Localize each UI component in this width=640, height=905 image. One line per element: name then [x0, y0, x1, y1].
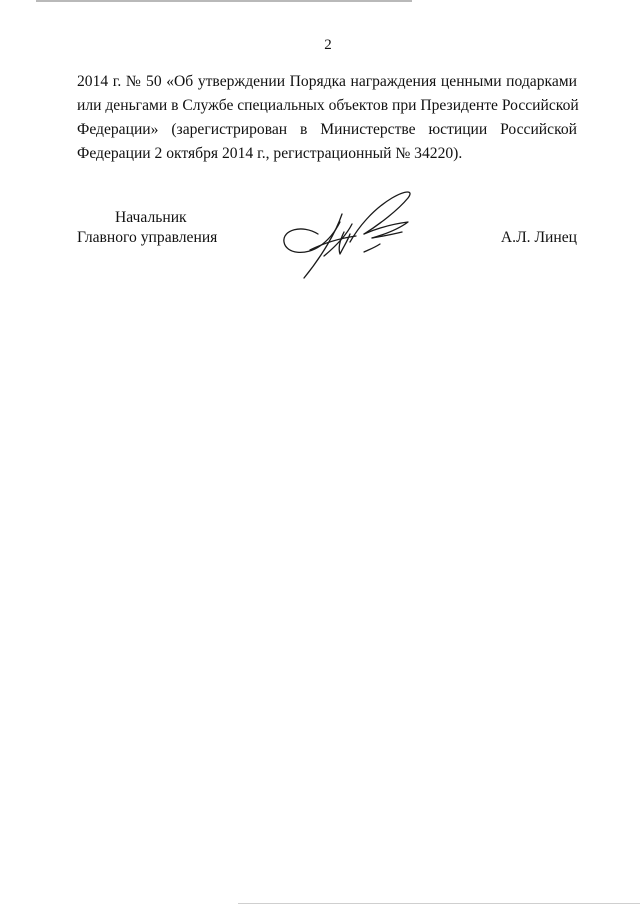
- scan-top-edge: [36, 0, 412, 2]
- signer-position: [77, 208, 217, 248]
- signer-name: А.Л. Линец: [500, 229, 577, 246]
- paragraph-line: Федерации 2 октября 2014 г., регистрационный № 34220).: [77, 145, 463, 162]
- scan-bottom-edge: [238, 903, 640, 904]
- signer-position-line-2: Главного управления: [77, 229, 218, 246]
- paragraph-line: 2014 г. № 50 «Об утверждении Порядка награждения ценными подарками: [77, 73, 577, 90]
- body-paragraph: [77, 70, 577, 166]
- page-number: 2: [324, 37, 332, 53]
- paragraph-line: Федерации» (зарегистрирован в Министерстве юстиции Российской: [77, 121, 577, 138]
- signer-position-line-1: Начальник: [115, 209, 187, 226]
- handwritten-signature-icon: [280, 184, 420, 284]
- paragraph-line: или деньгами в Службе специальных объектов при Президенте Российской: [77, 97, 579, 114]
